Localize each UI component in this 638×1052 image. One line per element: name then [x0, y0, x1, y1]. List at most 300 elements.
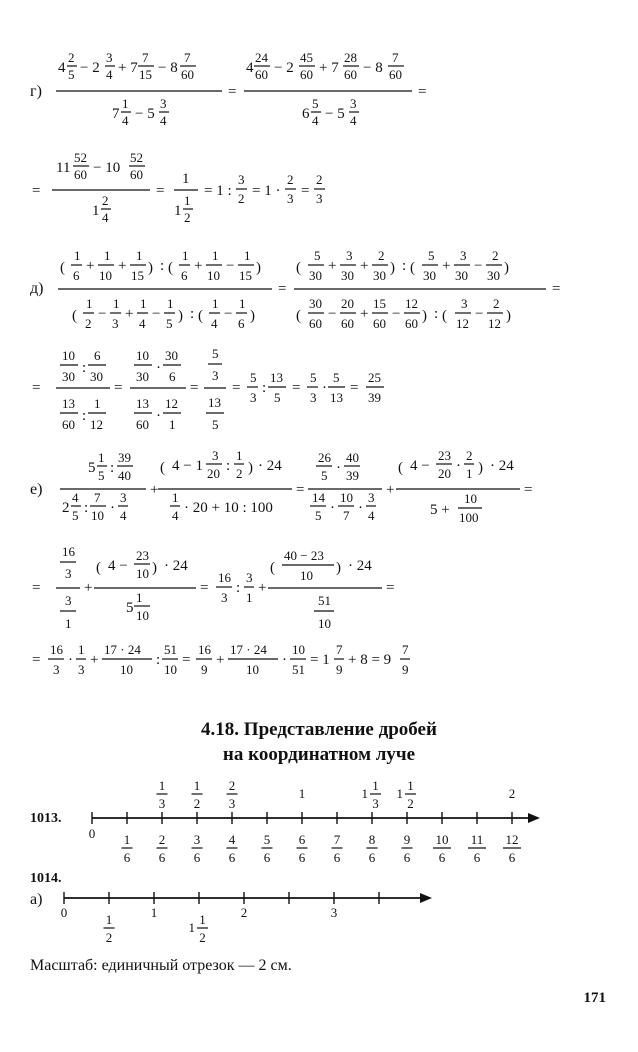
- ray-1014-below-label: [104, 912, 115, 945]
- svg-text:·: ·: [358, 500, 363, 516]
- svg-text:1: 1: [167, 296, 174, 311]
- svg-text:=: =: [228, 84, 237, 100]
- svg-text:− 8: − 8: [363, 60, 383, 76]
- exercise-1014: [30, 871, 432, 974]
- svg-text:2: 2: [378, 248, 385, 263]
- ray-1013-bottom-label: [503, 832, 521, 865]
- svg-text:11: 11: [56, 160, 71, 176]
- svg-text:2: 2: [193, 796, 201, 811]
- ray-1013-bottom-label: [297, 832, 308, 865]
- svg-text::: :: [84, 500, 89, 516]
- svg-text:+ 8 = 9: + 8 = 9: [348, 652, 392, 668]
- svg-text:1: 1: [65, 616, 72, 631]
- ray-1013-bottom-label: [433, 832, 451, 865]
- svg-text:60: 60: [300, 67, 313, 82]
- svg-text:3: 3: [350, 96, 357, 111]
- svg-text:2: 2: [238, 191, 245, 206]
- svg-text:+ 7: + 7: [118, 60, 138, 76]
- svg-text:60: 60: [344, 67, 357, 82]
- svg-text:− 5: − 5: [135, 106, 155, 122]
- section-title: Представление дробей: [243, 719, 437, 740]
- svg-text:+: +: [150, 482, 159, 498]
- svg-text:60: 60: [130, 167, 143, 182]
- svg-text:· 24: · 24: [490, 458, 514, 474]
- svg-text:=: =: [418, 84, 427, 100]
- svg-text:10: 10: [120, 662, 133, 677]
- svg-text:2: 2: [228, 778, 236, 793]
- svg-text:2: 2: [102, 193, 109, 208]
- svg-text:3: 3: [228, 796, 236, 811]
- svg-text:5: 5: [314, 248, 321, 263]
- svg-text:6: 6: [158, 850, 166, 865]
- svg-text:2: 2: [62, 500, 70, 516]
- svg-text:24: 24: [255, 50, 268, 65]
- svg-text:=: =: [350, 380, 359, 396]
- svg-text:3: 3: [316, 191, 323, 206]
- g-right-numerator: [246, 50, 404, 82]
- svg-text:4: 4: [72, 490, 79, 505]
- svg-text:(: (: [442, 308, 447, 324]
- svg-text:=: =: [32, 183, 41, 199]
- svg-text:2: 2: [199, 930, 206, 945]
- svg-text:5: 5: [98, 468, 105, 483]
- svg-text:30: 30: [423, 268, 436, 283]
- svg-text:3: 3: [250, 390, 257, 405]
- svg-text::: :: [190, 306, 195, 322]
- svg-text:60: 60: [255, 67, 268, 82]
- ray-1013-top-label: [509, 786, 516, 801]
- svg-text:1: 1: [184, 193, 191, 208]
- svg-text:+: +: [125, 306, 134, 322]
- svg-text:10: 10: [136, 608, 149, 623]
- svg-text:9: 9: [201, 662, 208, 677]
- svg-text:·: ·: [322, 380, 327, 396]
- svg-text:1: 1: [140, 296, 147, 311]
- svg-text:1: 1: [396, 786, 403, 801]
- svg-text:4: 4: [102, 210, 109, 225]
- svg-text:+: +: [86, 258, 95, 274]
- svg-text:5: 5: [250, 370, 257, 385]
- svg-text:25: 25: [368, 370, 381, 385]
- svg-text:2: 2: [508, 786, 516, 801]
- solution-g: [30, 50, 426, 225]
- svg-text:): ): [178, 308, 183, 324]
- svg-text:1: 1: [466, 466, 473, 481]
- svg-text:12: 12: [488, 316, 501, 331]
- svg-text:3: 3: [78, 662, 85, 677]
- svg-text:13: 13: [208, 395, 221, 410]
- ray-1014-label: 0: [60, 905, 68, 920]
- svg-text:): ): [478, 460, 483, 476]
- svg-text:1: 1: [182, 171, 190, 187]
- svg-text:60: 60: [136, 417, 149, 432]
- svg-text:− 5: − 5: [325, 106, 345, 122]
- svg-text:(: (: [168, 260, 173, 276]
- svg-text:60: 60: [373, 316, 386, 331]
- svg-text:5: 5: [126, 600, 134, 616]
- svg-text:+: +: [360, 258, 369, 274]
- ray-1013-bottom-label: [402, 832, 413, 865]
- svg-text:): ): [250, 308, 255, 324]
- svg-text:+: +: [90, 652, 99, 668]
- svg-text:13: 13: [62, 396, 75, 411]
- svg-text:30: 30: [90, 369, 103, 384]
- e-line1: [60, 448, 532, 525]
- svg-text:· 20 + 10 : 100: · 20 + 10 : 100: [184, 500, 273, 516]
- svg-text:1: 1: [193, 778, 201, 793]
- svg-text:3: 3: [53, 662, 60, 677]
- svg-text:15: 15: [139, 67, 152, 82]
- svg-text:+: +: [84, 580, 93, 596]
- svg-text:6: 6: [169, 369, 176, 384]
- scale-note: Масштаб: единичный отрезок — 2 см.: [30, 957, 292, 974]
- svg-text:1: 1: [182, 248, 189, 263]
- svg-text:(: (: [410, 260, 415, 276]
- svg-text:30: 30: [309, 296, 322, 311]
- svg-text:6: 6: [263, 850, 271, 865]
- svg-text:1: 1: [98, 450, 105, 465]
- svg-text:2: 2: [105, 930, 113, 945]
- svg-text:): ): [336, 560, 341, 576]
- svg-text:6: 6: [181, 268, 188, 283]
- svg-text:+: +: [258, 580, 267, 596]
- solution-e: [30, 448, 532, 677]
- svg-text:5: 5: [312, 96, 319, 111]
- svg-text:3: 3: [112, 316, 119, 331]
- svg-text:6: 6: [438, 850, 446, 865]
- svg-text:): ): [256, 260, 261, 276]
- svg-text:+: +: [360, 306, 369, 322]
- section-title-line1: [201, 719, 437, 740]
- svg-text:3: 3: [212, 368, 219, 383]
- svg-text:(: (: [270, 560, 275, 576]
- svg-text:10: 10: [136, 348, 149, 363]
- svg-text:10: 10: [464, 491, 477, 506]
- svg-text:23: 23: [438, 448, 451, 463]
- svg-text:·: ·: [68, 652, 73, 668]
- svg-text::: :: [236, 580, 241, 596]
- svg-text:10: 10: [246, 662, 259, 677]
- svg-text:15: 15: [131, 268, 144, 283]
- svg-text:100: 100: [459, 510, 479, 525]
- svg-text:30: 30: [341, 268, 354, 283]
- ray-1013-bottom-label: [367, 832, 378, 865]
- svg-text:5: 5: [166, 316, 173, 331]
- svg-text:(: (: [60, 260, 65, 276]
- ray-1014-label: 3: [330, 905, 338, 920]
- svg-text:1: 1: [361, 786, 368, 801]
- ray-1013-bottom-label: [192, 832, 203, 865]
- svg-text:10: 10: [164, 662, 177, 677]
- svg-text:52: 52: [130, 150, 143, 165]
- svg-text:·: ·: [156, 408, 161, 424]
- ray-1014-arrow-icon: [420, 893, 432, 903]
- svg-text:10: 10: [99, 268, 112, 283]
- svg-text:): ): [422, 308, 427, 324]
- label-d: д): [30, 280, 44, 297]
- svg-text:30: 30: [487, 268, 500, 283]
- svg-text:60: 60: [405, 316, 418, 331]
- svg-text:1: 1: [169, 417, 176, 432]
- svg-text:1: 1: [246, 590, 253, 605]
- svg-text:2: 2: [287, 172, 294, 187]
- svg-text:=: =: [190, 380, 199, 396]
- svg-text:13: 13: [136, 396, 149, 411]
- svg-text:6: 6: [298, 850, 306, 865]
- svg-text:1: 1: [113, 296, 120, 311]
- svg-text:(: (: [198, 308, 203, 324]
- svg-text:2: 2: [68, 50, 75, 65]
- d-right-denominator: [296, 296, 511, 331]
- svg-text:26: 26: [318, 450, 331, 465]
- svg-text:1: 1: [136, 590, 143, 605]
- svg-text:3: 3: [246, 570, 253, 585]
- svg-text:6: 6: [473, 850, 481, 865]
- svg-text:2: 2: [466, 448, 473, 463]
- svg-text:30: 30: [165, 348, 178, 363]
- svg-text:5: 5: [212, 346, 219, 361]
- svg-text:30: 30: [455, 268, 468, 283]
- d-line2: [32, 346, 384, 432]
- svg-text:30: 30: [309, 268, 322, 283]
- label-g: г): [30, 83, 42, 100]
- svg-text:13: 13: [330, 390, 343, 405]
- svg-text:): ): [248, 460, 253, 476]
- svg-text:3: 3: [238, 172, 245, 187]
- ray-1013-label-0: 0: [88, 826, 96, 841]
- svg-text:4: 4: [120, 508, 127, 523]
- svg-text:30: 30: [136, 369, 149, 384]
- svg-text:12: 12: [505, 832, 519, 847]
- svg-text:16: 16: [198, 642, 211, 657]
- svg-text:2: 2: [492, 248, 499, 263]
- svg-text:+: +: [328, 258, 337, 274]
- svg-text:51: 51: [164, 642, 177, 657]
- svg-text:40: 40: [118, 468, 131, 483]
- svg-text:·: ·: [456, 458, 461, 474]
- svg-text:): ): [152, 560, 157, 576]
- ray-1013-bottom-label: [332, 832, 343, 865]
- svg-text:6: 6: [123, 850, 131, 865]
- svg-text:): ): [148, 260, 153, 276]
- svg-text:6: 6: [298, 832, 306, 847]
- svg-text:3: 3: [287, 191, 294, 206]
- svg-text:−: −: [224, 306, 233, 322]
- svg-text:3: 3: [372, 796, 379, 811]
- svg-text:39: 39: [346, 468, 359, 483]
- svg-text:5: 5: [310, 370, 317, 385]
- svg-text:6: 6: [403, 850, 411, 865]
- svg-text:+: +: [194, 258, 203, 274]
- svg-text::: :: [226, 458, 231, 474]
- svg-text:10: 10: [292, 642, 305, 657]
- svg-text:15: 15: [239, 268, 252, 283]
- svg-text:9: 9: [336, 662, 343, 677]
- svg-text:=: =: [278, 281, 287, 297]
- svg-text:6: 6: [333, 850, 341, 865]
- svg-text:40 − 23: 40 − 23: [284, 548, 324, 563]
- svg-text:·: ·: [110, 500, 115, 516]
- svg-text:·: ·: [336, 460, 341, 476]
- ray-1013-bottom-label: [262, 832, 273, 865]
- svg-text:1: 1: [244, 248, 251, 263]
- svg-text:16: 16: [50, 642, 63, 657]
- svg-text:7: 7: [402, 642, 409, 657]
- svg-text::: :: [82, 408, 87, 424]
- ray-1013-top-labels: [157, 778, 516, 811]
- svg-text:30: 30: [373, 268, 386, 283]
- svg-text:3: 3: [120, 490, 127, 505]
- svg-text:(: (: [398, 460, 403, 476]
- svg-text::: :: [110, 460, 115, 476]
- svg-text:=: =: [200, 580, 209, 596]
- svg-text:3: 3: [221, 590, 228, 605]
- svg-text:5: 5: [212, 417, 219, 432]
- svg-text:=: =: [301, 183, 310, 199]
- svg-text:− 10: − 10: [93, 160, 121, 176]
- svg-text:=: =: [32, 652, 41, 668]
- svg-text:4: 4: [246, 60, 254, 76]
- svg-text:3: 3: [158, 796, 166, 811]
- svg-text:3: 3: [65, 593, 72, 608]
- svg-text:11: 11: [470, 832, 484, 847]
- page-number: 171: [583, 990, 606, 1006]
- svg-text::: :: [156, 652, 161, 668]
- svg-text:1: 1: [92, 203, 100, 219]
- svg-text:52: 52: [74, 150, 87, 165]
- svg-text:12: 12: [456, 316, 469, 331]
- svg-text:1: 1: [158, 778, 166, 793]
- d-left-numerator: [60, 248, 261, 283]
- ray-1013-arrow-icon: [528, 813, 540, 823]
- svg-text:=: =: [114, 380, 123, 396]
- svg-text:3: 3: [106, 50, 113, 65]
- svg-text:= 1: = 1: [310, 652, 330, 668]
- svg-text:60: 60: [389, 67, 402, 82]
- svg-text:2: 2: [158, 832, 166, 847]
- svg-text:4 − 1: 4 − 1: [172, 458, 203, 474]
- svg-text:3: 3: [460, 248, 467, 263]
- svg-text:3: 3: [65, 566, 72, 581]
- svg-text:4: 4: [139, 316, 146, 331]
- ray-1014-below-label: [189, 912, 209, 945]
- svg-text:2: 2: [85, 316, 92, 331]
- svg-text:8: 8: [368, 832, 376, 847]
- svg-text:= 1 :: = 1 :: [204, 183, 232, 199]
- svg-text:5 +: 5 +: [430, 502, 450, 518]
- svg-text:5: 5: [72, 508, 79, 523]
- svg-text:7: 7: [142, 50, 149, 65]
- svg-text:+: +: [386, 482, 395, 498]
- svg-text:1: 1: [239, 296, 246, 311]
- svg-text:· 24: · 24: [258, 458, 282, 474]
- svg-text:5: 5: [263, 832, 271, 847]
- svg-text:5: 5: [321, 468, 328, 483]
- svg-text:(: (: [296, 260, 301, 276]
- svg-text:): ): [504, 260, 509, 276]
- svg-text:+: +: [118, 258, 127, 274]
- svg-text:7: 7: [184, 50, 191, 65]
- svg-text:15: 15: [373, 296, 386, 311]
- exercise-1013: [30, 778, 540, 865]
- svg-text:· 24: · 24: [348, 558, 372, 574]
- svg-text:10: 10: [62, 348, 75, 363]
- svg-text::: :: [82, 360, 87, 376]
- svg-text:3: 3: [368, 490, 375, 505]
- svg-text:60: 60: [341, 316, 354, 331]
- svg-text:4: 4: [172, 508, 179, 523]
- svg-text:7: 7: [336, 642, 343, 657]
- svg-text:6: 6: [73, 268, 80, 283]
- svg-text:3: 3: [346, 248, 353, 263]
- svg-text:12: 12: [90, 417, 103, 432]
- g-left-denominator: [112, 96, 169, 128]
- svg-text:1: 1: [136, 248, 143, 263]
- svg-text:−: −: [226, 258, 235, 274]
- svg-text:5: 5: [68, 67, 75, 82]
- svg-text:51: 51: [292, 662, 305, 677]
- ray-1013-bottom-label: [157, 832, 168, 865]
- svg-text:2: 2: [407, 796, 414, 811]
- svg-text:1: 1: [78, 642, 85, 657]
- svg-text:28: 28: [344, 50, 357, 65]
- svg-text:=: =: [32, 580, 41, 596]
- e-line2: [32, 544, 394, 631]
- svg-text:1: 1: [172, 490, 179, 505]
- svg-text:·: ·: [330, 500, 335, 516]
- svg-text:4: 4: [211, 316, 218, 331]
- svg-text:5: 5: [274, 390, 281, 405]
- svg-text:+: +: [442, 258, 451, 274]
- svg-text:14: 14: [312, 490, 325, 505]
- svg-text:·: ·: [282, 652, 287, 668]
- svg-text:5: 5: [88, 460, 96, 476]
- ray-1014-label: 2: [240, 905, 248, 920]
- svg-text:1: 1: [94, 396, 101, 411]
- svg-text:9: 9: [403, 832, 411, 847]
- svg-text:7: 7: [343, 508, 350, 523]
- svg-text:− 2: − 2: [274, 60, 294, 76]
- svg-text:=: =: [552, 281, 561, 297]
- label-e: е): [30, 481, 43, 498]
- svg-text:=: =: [156, 183, 165, 199]
- svg-text:=: =: [524, 482, 533, 498]
- svg-text:2: 2: [316, 172, 323, 187]
- svg-text:=: =: [296, 482, 305, 498]
- svg-text:2: 2: [493, 296, 500, 311]
- svg-text:−: −: [392, 306, 401, 322]
- exercise-1014-number: 1014.: [30, 871, 62, 886]
- svg-text:20: 20: [438, 466, 451, 481]
- svg-text:−: −: [152, 306, 161, 322]
- svg-text:4: 4: [350, 113, 357, 128]
- svg-text:1: 1: [74, 248, 81, 263]
- svg-text:1: 1: [188, 920, 195, 935]
- exercise-1013-number: 1013.: [30, 811, 62, 826]
- svg-text:10: 10: [318, 616, 331, 631]
- svg-text:=: =: [32, 380, 41, 396]
- svg-text:4 −: 4 −: [108, 558, 128, 574]
- svg-text:1: 1: [104, 248, 111, 263]
- svg-text:6: 6: [238, 316, 245, 331]
- svg-text:2: 2: [236, 466, 243, 481]
- svg-text:+: +: [216, 652, 225, 668]
- svg-text:39: 39: [368, 390, 381, 405]
- svg-text:(: (: [296, 308, 301, 324]
- svg-text:6: 6: [368, 850, 376, 865]
- svg-text:45: 45: [300, 50, 313, 65]
- ray-1013-top-label: [227, 778, 238, 811]
